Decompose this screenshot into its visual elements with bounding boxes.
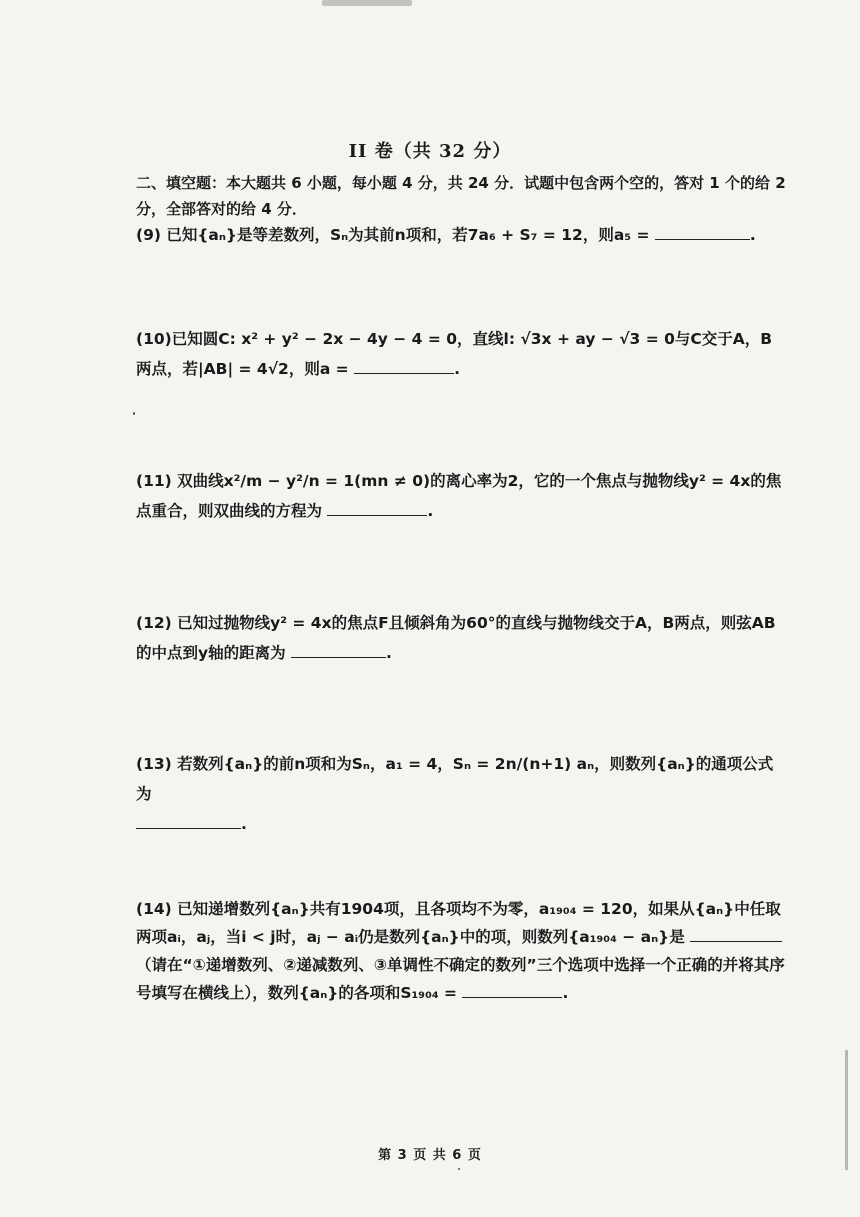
scan-artifact — [322, 0, 412, 6]
question-13-text: (13) 若数列{aₙ}的前n项和为Sₙ，a₁ = 4，Sₙ = 2n/(n+1) aₙ，则数列{aₙ}的通项公式为 — [136, 755, 774, 803]
page-number: 第 3 页 共 6 页 — [378, 1148, 482, 1163]
question-10-text: (10)已知圆C: x² + y² − 2x − 4y − 4 = 0，直线l: √3x + ay − √3 = 0与C交于A，B两点，若|AB| = 4√2，则a = — [136, 330, 773, 378]
scan-speck — [458, 1168, 460, 1170]
answer-blank — [655, 238, 750, 240]
question-12-text: (12) 已知过抛物线y² = 4x的焦点F且倾斜角为60°的直线与抛物线交于A，B两点，则弦AB的中点到y轴的距离为 — [136, 614, 776, 662]
question-9-text: (9) 已知{aₙ}是等差数列，Sₙ为其前n项和，若7a₆ + S₇ = 12，则a₅ = — [136, 226, 650, 244]
answer-blank — [291, 656, 386, 658]
question-14-text-part2: （请在“①递增数列、②递减数列、③单调性不确定的数列”三个选项中选择一个正确的并将其序号填写在横线上），数列{aₙ}的各项和S₁₉₀₄ = — [136, 956, 785, 1002]
section-instructions: 二、填空题：本大题共 6 小题，每小题 4 分，共 24 分．试题中包含两个空的，答对 1 个的给 2 分，全部答对的给 4 分． — [136, 174, 786, 218]
answer-blank-2 — [462, 996, 562, 998]
answer-blank — [327, 514, 427, 516]
answer-blank — [354, 372, 454, 374]
scan-speck — [133, 412, 135, 415]
scan-edge-shadow — [845, 1050, 848, 1170]
answer-blank-1 — [690, 940, 782, 942]
question-12: (12) 已知过抛物线y² = 4x的焦点F且倾斜角为60°的直线与抛物线交于A，B两点，则弦AB的中点到y轴的距离为 . — [136, 614, 776, 662]
answer-blank — [136, 827, 241, 829]
question-10: (10)已知圆C: x² + y² − 2x − 4y − 4 = 0，直线l: √3x + ay − √3 = 0与C交于A，B两点，若|AB| = 4√2，则a = . — [136, 330, 773, 378]
question-9: (9) 已知{aₙ}是等差数列，Sₙ为其前n项和，若7a₆ + S₇ = 12，则a₅ = . — [136, 226, 756, 244]
question-11-text: (11) 双曲线x²/m − y²/n = 1(mn ≠ 0)的离心率为2，它的一个焦点与抛物线y² = 4x的焦点重合，则双曲线的方程为 — [136, 472, 782, 520]
question-11: (11) 双曲线x²/m − y²/n = 1(mn ≠ 0)的离心率为2，它的一个焦点与抛物线y² = 4x的焦点重合，则双曲线的方程为 . — [136, 472, 782, 520]
question-13: (13) 若数列{aₙ}的前n项和为Sₙ，a₁ = 4，Sₙ = 2n/(n+1) aₙ，则数列{aₙ}的通项公式为 . — [136, 755, 774, 833]
section-title: II 卷（共 32 分） — [348, 141, 512, 162]
question-14: (14) 已知递增数列{aₙ}共有1904项，且各项均不为零，a₁₉₀₄ = 120，如果从{aₙ}中任取两项aᵢ，aⱼ，当i < j时，aⱼ − aᵢ仍是数列{aₙ}中的项，则数列{a₁₉₀₄ − aₙ}是 （请在“①递增数列、②递减数列、③单调性不确定的数列”三个选项中选择一个正确的并将其序号填写在横线上），数列{aₙ}的各项和S₁₉₀₄ = . — [136, 900, 785, 1002]
question-14-text-part1: (14) 已知递增数列{aₙ}共有1904项，且各项均不为零，a₁₉₀₄ = 120，如果从{aₙ}中任取两项aᵢ，aⱼ，当i < j时，aⱼ − aᵢ仍是数列{aₙ}中的项，则数列{a₁₉₀₄ − aₙ}是 — [136, 900, 781, 946]
